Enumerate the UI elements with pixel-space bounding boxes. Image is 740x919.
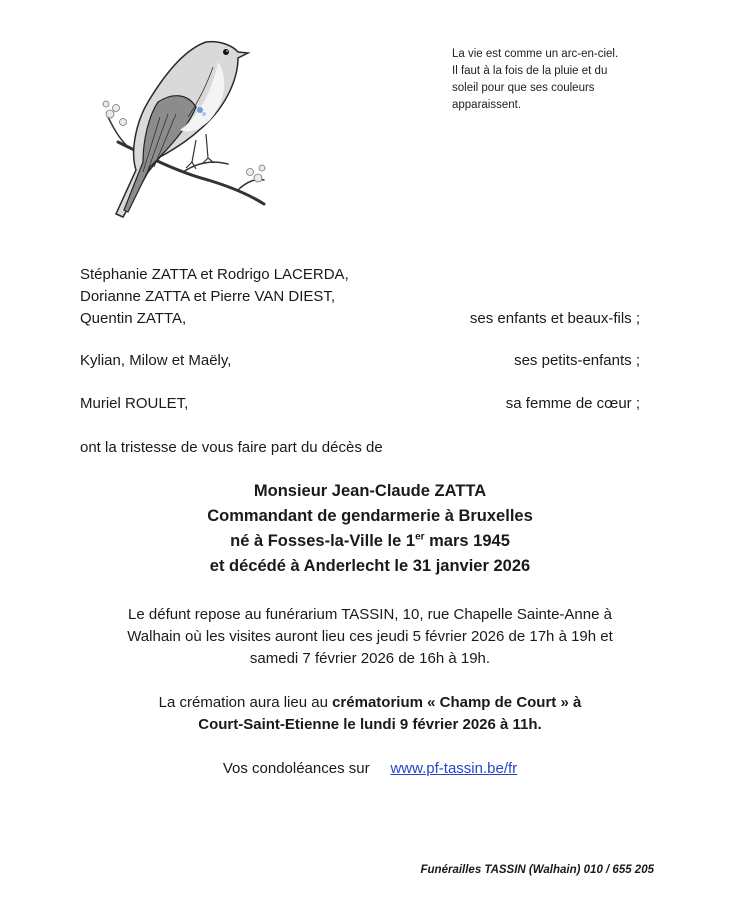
quote-line: Il faut à la fois de la pluie et du [452,65,608,77]
grandchildren: Kylian, Milow et Maëly, [80,352,232,369]
visitation-paragraph [90,604,650,670]
visitation-line: Le défunt repose au funérarium TASSIN, 10, rue Chapelle Sainte-Anne à [128,606,612,623]
condolences-line [90,758,650,780]
condolences-link[interactable]: www.pf-tassin.be/fr [390,760,518,777]
quote-line: apparaissent. [452,99,522,111]
visitation-line: samedi 7 février 2026 de 16h à 19h. [249,650,491,667]
cremation-place: crématorium « Champ de Court » à [332,694,582,711]
children-line: Stéphanie ZATTA et Rodrigo LACERDA, [80,266,349,283]
visitation-line: Walhain où les visites auront lieu ces jeudi 5 février 2026 de 17h à 19h et [127,628,613,645]
children-line: Quentin ZATTA, [80,310,187,327]
partner: Muriel ROULET, [80,395,189,412]
cremation-paragraph [90,692,650,736]
children-list [80,264,349,330]
deceased-title: Commandant de gendarmerie à Bruxelles [207,507,533,525]
quote-line: La vie est comme un arc-en-ciel. [452,48,619,60]
grandchildren-role: ses petits-enfants ; [514,352,640,369]
children-line: Dorianne ZATTA et Pierre VAN DIEST, [80,288,336,305]
children-role: ses enfants et beaux-fils ; [469,310,640,327]
condolences-label: Vos condoléances sur [222,760,370,777]
cremation-prefix: La crémation aura lieu au [158,694,333,711]
deceased-birth: né à Fosses-la-Ville le 1er mars 1945 [230,531,510,550]
deceased-block [90,479,650,579]
poem-quote [452,46,652,114]
footer-contact: Funérailles TASSIN (Walhain) 010 / 655 205 [420,864,654,876]
announcement: ont la tristesse de vous faire part du décès de [80,439,383,456]
quote-line: soleil pour que ses couleurs [452,82,595,94]
deceased-death: et décédé à Anderlecht le 31 janvier 2026 [209,557,531,575]
bird-illustration [88,22,266,232]
cremation-date: Court-Saint-Etienne le lundi 9 février 2026 à 11h. [198,716,542,733]
deceased-name: Monsieur Jean-Claude ZATTA [253,482,487,500]
partner-role: sa femme de cœur ; [505,395,640,412]
